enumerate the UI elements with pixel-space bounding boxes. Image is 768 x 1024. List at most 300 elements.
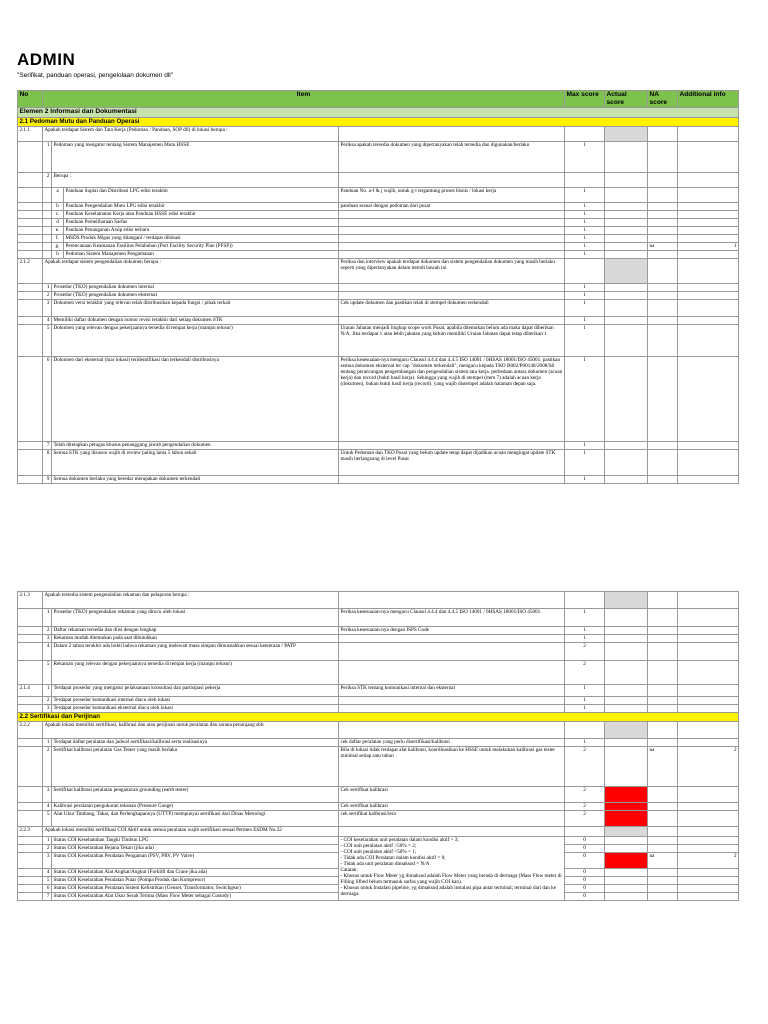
section-number-cell: [18, 747, 43, 787]
additional-info: [678, 845, 739, 853]
question-row: [18, 722, 739, 739]
section-number-cell: [18, 803, 43, 811]
na-score: [648, 845, 678, 853]
na-score: [648, 235, 678, 243]
section-number-cell: [18, 300, 43, 317]
additional-info: [678, 173, 739, 188]
actual-score: [605, 292, 648, 300]
coi-scoring-note: [339, 837, 565, 901]
coi-note-line: - Khusus untuk Flow Meter yg dimaksud adalah Flow Meter yang berada di dermaga (Mass Flow meter di Filling Sfhed belum termasuk sarfas yang wajib COI kan).: [340, 873, 562, 885]
section-number-cell: [18, 893, 43, 901]
item-text: Prosedur (TKO) pengendalian rekaman yang dirucu oleh lokasi: [52, 609, 339, 627]
max-score: 0: [565, 877, 605, 885]
item-text: Prosedur (TKO) pengendalian dokumen internal: [52, 284, 339, 292]
na-score: [648, 292, 678, 300]
verification-note: [339, 697, 565, 705]
checklist-row: [18, 627, 739, 635]
header-row: [18, 91, 739, 108]
max-score: 1: [565, 609, 605, 627]
item-number: [43, 188, 52, 203]
coi-note-line: - Khusus untuk Instalasi pipeline, yg dimaksud adalah instalasi pipa antar terminal; terminal dari dan ke dermaga.: [340, 885, 557, 897]
verification-note: Bila di lokasi tidak terdapat alat kalibrasi, koordinasikan ke HSSE untuk melakukan kalibrasi gas tester minimal setiap satu tahun: [339, 747, 565, 787]
max-score: [565, 127, 605, 142]
na-score: [648, 803, 678, 811]
coi-note-line: - COI keselarahan unit peralatan dalam kondisi aktif = 3;: [340, 837, 459, 843]
checklist-row: [18, 325, 739, 357]
max-score: 0: [565, 885, 605, 893]
section-number-cell: [18, 235, 43, 243]
section-number-cell: [18, 643, 43, 661]
additional-info: [678, 837, 739, 845]
additional-info: [678, 885, 739, 893]
section-number-cell: [18, 292, 43, 300]
question-text: Apakah terdapat sistem pengendalian dokumen berupa :: [43, 259, 339, 284]
question-row: [18, 259, 739, 284]
checklist-row: [18, 203, 739, 211]
additional-info: [678, 284, 739, 292]
item-letter: f.: [52, 235, 64, 243]
verification-note: Periksa kesesuaian-nya mengacu Clausul 4.4.4 dan 4.4.5 ISO 14001 / 0HSAS 18001/ISO 45001. pastikan semua dokumen eksternal ter cap "dokumen terkendali", mengacu kepada TKO B002/P00140/2008/S0 tentang perancangan pengembangan dan pengendalian sistem tata kerja. perbedaan antara dokumen (acuan kerja) dan record (bukti hasil kerja). Sehingga yang wajib di stempel (item 7) adalah acuan kerja (dokumen), bukan bukti hasil kerja (record). yang wajib distempel adalah halaman depan saja.: [339, 357, 565, 442]
na-score: na: [648, 853, 678, 869]
additional-info: [678, 803, 739, 811]
max-score: 0: [565, 837, 605, 845]
section-number-cell: [18, 661, 43, 685]
page-subtitle: "Serifikat, panduan operasi, pengelolaan dokumen dll": [17, 72, 174, 79]
verification-note: [339, 219, 565, 227]
checklist-row: [18, 284, 739, 292]
max-score: 1: [565, 251, 605, 259]
na-score: [648, 317, 678, 325]
actual-score: [605, 173, 648, 188]
verification-note: [339, 243, 565, 251]
checklist-table-bottom: [17, 591, 739, 901]
item-number: 3: [43, 635, 52, 643]
item-text: Sertifikat kalibrasi peralatan Gas Tester yang masih berlaku: [52, 747, 339, 787]
actual-score: [605, 235, 648, 243]
verification-note: Cek update dokumen dan pastikan telah di stempel dokumen terkendali: [339, 300, 565, 317]
item-text: Dalam 2 tahun terakhir ada bukti bahwa rekaman yang melewati masa simpan dimusnahkan sesuai ketentuan / PATP: [52, 643, 339, 661]
section-number-cell: [18, 173, 43, 188]
additional-info: [678, 188, 739, 203]
item-number: 4: [43, 803, 52, 811]
question-text: Apakah lokasi memiliki sertifikasi COI Aktif untuk semua peralatan wajib sertifikasi sesuai Permen ESDM No.32: [43, 827, 339, 837]
header-max-score: Max score: [565, 91, 605, 108]
na-score: [648, 811, 678, 827]
checklist-row: [18, 211, 739, 219]
header-actual-score: Actual score: [605, 91, 648, 108]
section-number-cell: [18, 853, 43, 869]
item-text: Alat Ukur Timbang, Takar, dan Perlengkapannya (UTTP) mempunyai sertifikasi dari Dinas Metrologi: [52, 811, 339, 827]
question-text: Apakah tersedia sistem pengendalian rekaman dan pelaporan berupa :: [43, 592, 339, 609]
checklist-row: [18, 188, 739, 203]
item-text: Semua STK yang disusun wajib di review paling lama 5 tahun sekali: [52, 450, 339, 476]
na-score: [648, 885, 678, 893]
additional-info: [678, 235, 739, 243]
max-score: 1: [565, 300, 605, 317]
max-score: 1: [565, 142, 605, 173]
additional-info: [678, 685, 739, 697]
checklist-row: [18, 227, 739, 235]
na-score: [648, 869, 678, 877]
item-text: Terdapat prosedur komunikasi eksternal diacu oleh lokasi: [52, 705, 339, 713]
max-score: 1: [565, 442, 605, 450]
verification-note: [339, 284, 565, 292]
max-score: 1: [565, 476, 605, 484]
section-number-cell: [18, 243, 43, 251]
checklist-table-top: [17, 90, 739, 484]
max-score: 1: [565, 635, 605, 643]
item-text: Terdapat daftar peralatan dan jadwal sertifikasi/kalibrasi serta realisasinya: [52, 739, 339, 747]
verification-note: panduan sesuai dengan pedoman dari pusat: [339, 203, 565, 211]
max-score: 1: [565, 450, 605, 476]
verification-note: [339, 317, 565, 325]
item-number: 1: [43, 685, 52, 697]
item-text: Terdapat prosedur yang mengatur pelaksanaan konsultasi dan partisipasi pekerja: [52, 685, 339, 697]
item-number: 5: [43, 661, 52, 685]
na-score: [648, 661, 678, 685]
additional-info: 2: [678, 853, 739, 869]
na-score: [648, 142, 678, 173]
actual-score: [605, 476, 648, 484]
item-number: [43, 203, 52, 211]
na-score: [648, 643, 678, 661]
actual-score: [605, 203, 648, 211]
section-number-cell: [18, 845, 43, 853]
page-title: ADMIN: [17, 50, 76, 69]
verification-note: [339, 476, 565, 484]
max-score: 1: [565, 685, 605, 697]
item-text: Telah ditetapkan petugas khusus penanggung jawab pengendalian dokumen: [52, 442, 339, 450]
question-row: [18, 827, 739, 837]
additional-info: [678, 627, 739, 635]
section-number-cell: [18, 877, 43, 885]
item-text: MSDS Produk Migas yang ditangani / terdapat dilokasi: [64, 235, 339, 243]
section-number-cell: [18, 203, 43, 211]
item-text: Kalibrasi peralatan pengukuran tekanan (Pressure Gauge): [52, 803, 339, 811]
item-letter: e.: [52, 227, 64, 235]
item-text: Sertifikat kalibrasi peralatan pengukuran grounding (earth tester): [52, 787, 339, 803]
verification-note: [339, 705, 565, 713]
additional-info: [678, 609, 739, 627]
item-number: 8: [43, 450, 52, 476]
max-score: 1: [565, 697, 605, 705]
verification-note: [339, 592, 565, 609]
question-text: Apakah lokasi memiliki sertifikasi, kalibrasi dan atau perijinan untuk peralatan dan sarana penunjang sbb:: [43, 722, 339, 739]
question-row: [18, 592, 739, 609]
verification-note: Periksa kesesuaian-nya mengacu Clausul 4.4.4 dan 4.4.5 ISO 14001 / 0HSAS 18001/ISO 45001.: [339, 609, 565, 627]
actual-score: [605, 845, 648, 853]
na-score: [648, 476, 678, 484]
actual-score: [605, 211, 648, 219]
actual-score: [605, 827, 648, 837]
item-text: Status COI Keselarahan Peralatan Sistem Kelistrikan (Genset, Transformator, Switchgear): [52, 885, 339, 893]
item-number: 2: [43, 173, 52, 188]
item-number: 5: [43, 877, 52, 885]
na-score: [648, 893, 678, 901]
item-text: Status COI Keselarahan Peralatan Putar (Pompa Produk dan Kompresor): [52, 877, 339, 885]
section-number-cell: [18, 869, 43, 877]
section-number-cell: [18, 450, 43, 476]
section-number: 2.1.3: [18, 592, 43, 609]
additional-info: [678, 300, 739, 317]
coi-note-line: - COI unit peralatan aktif >50% = 2;: [340, 843, 417, 849]
checklist-row: [18, 173, 739, 188]
coi-note-line: - COI unit peralatan aktif <50% = 1;: [340, 849, 417, 855]
verification-note: [339, 227, 565, 235]
section-number-cell: [18, 211, 43, 219]
header-item: Item: [43, 91, 565, 108]
coi-note-line: - Tidak ada unit peralatan dimaksud = N/A: [340, 861, 430, 867]
actual-score: [605, 877, 648, 885]
verification-note: Cek sertifikat kalibrasi: [339, 787, 565, 803]
verification-note: [339, 661, 565, 685]
additional-info: [678, 259, 739, 284]
header-na-score: NA score: [648, 91, 678, 108]
additional-info: [678, 450, 739, 476]
additional-info: [678, 592, 739, 609]
verification-note: Cek sertifikat kalibrasi: [339, 803, 565, 811]
additional-info: [678, 827, 739, 837]
actual-score: [605, 697, 648, 705]
checklist-row: [18, 643, 739, 661]
verification-note: [339, 722, 565, 739]
actual-score: [605, 284, 648, 292]
checklist-row: [18, 142, 739, 173]
na-score: [648, 203, 678, 211]
checklist-row: [18, 803, 739, 811]
item-text: Dokumen versi terakhir yang relevan telah distribusikan kepada fungsi / pihak terkait: [52, 300, 339, 317]
item-text: Panduan Penanganan Arsip edisi terbaru: [64, 227, 339, 235]
checklist-row: [18, 317, 739, 325]
max-score: [565, 259, 605, 284]
checklist-row: [18, 787, 739, 803]
additional-info: [678, 142, 739, 173]
na-score: [648, 787, 678, 803]
item-text: Status COI Keselarahan Peralatan Pengaman (PSV, PRV, PV Valve): [52, 853, 339, 869]
verification-note: Periksa apakah tersedia dokumen yang dipertanyakan telah tersedia dan digunakan/berlaku: [339, 142, 565, 173]
section-number: 2.2.3: [18, 827, 43, 837]
additional-info: [678, 251, 739, 259]
max-score: 0: [565, 869, 605, 877]
na-score: [648, 837, 678, 845]
section-number-cell: [18, 885, 43, 893]
verification-note: [339, 292, 565, 300]
item-text: Berupa :: [52, 173, 339, 188]
additional-info: [678, 476, 739, 484]
na-score: [648, 300, 678, 317]
actual-score: [605, 592, 648, 609]
item-letter: h: [52, 251, 64, 259]
item-letter: g.: [52, 243, 64, 251]
actual-score: [605, 661, 648, 685]
section-number-cell: [18, 325, 43, 357]
actual-score: [605, 127, 648, 142]
item-number: 4: [43, 869, 52, 877]
additional-info: 1: [678, 243, 739, 251]
actual-score: [605, 251, 648, 259]
item-text: Rekaman mudah ditemukan pada saat dibutuhkan: [52, 635, 339, 643]
verification-note: Untuk Pedoman dan TKO Pusat yang belum update tetap dapat dijadikan acuan mengingat update STK masih berlangsung di level Pusat: [339, 450, 565, 476]
item-text: Status COI Keselarahan Alat Angkat/Angkut (Forklift dan Crane jika ada): [52, 869, 339, 877]
verification-note: [339, 442, 565, 450]
na-score: [648, 627, 678, 635]
max-score: 2: [565, 661, 605, 685]
checklist-row: [18, 357, 739, 442]
question-text: Apakah terdapat Sistem dan Tata Kerja (Pedoman / Panduan, SOP dll) di lokasi berupa :: [43, 127, 339, 142]
actual-score: [605, 142, 648, 173]
item-number: 1: [43, 609, 52, 627]
na-score: [648, 357, 678, 442]
additional-info: [678, 442, 739, 450]
verification-note: [339, 827, 565, 837]
item-number: 4: [43, 317, 52, 325]
header-no: No: [18, 91, 43, 108]
section-number-cell: [18, 476, 43, 484]
checklist-row: [18, 450, 739, 476]
item-number: 7: [43, 893, 52, 901]
item-text: Status COI Keselarahan Bejana Tekan (jika ada): [52, 845, 339, 853]
actual-score: [605, 442, 648, 450]
max-score: 1: [565, 325, 605, 357]
section-title: 2.2 Sertifikasi dan Perijinan: [18, 713, 739, 722]
item-text: Panduan Keselamatan Kerja atau Panduan HSSE edisi terakhir: [64, 211, 339, 219]
checklist-row: [18, 235, 739, 243]
actual-score: [605, 357, 648, 442]
max-score: 0: [565, 853, 605, 869]
max-score: 1: [565, 705, 605, 713]
na-score: [648, 739, 678, 747]
section-number-cell: [18, 251, 43, 259]
checklist-row: [18, 609, 739, 627]
checklist-row: [18, 251, 739, 259]
actual-score: [605, 869, 648, 877]
section-number: 2.1.2: [18, 259, 43, 284]
additional-info: [678, 635, 739, 643]
max-score: 1: [565, 211, 605, 219]
additional-info: [678, 317, 739, 325]
checklist-row: [18, 747, 739, 787]
na-score: [648, 284, 678, 292]
section-title: 2.1 Pedoman Mutu dan Panduan Operasi: [18, 118, 739, 127]
additional-info: [678, 227, 739, 235]
section-number-cell: [18, 837, 43, 845]
item-number: 3: [43, 853, 52, 869]
actual-score: [605, 317, 648, 325]
na-score: [648, 877, 678, 885]
verification-note: Periksa dan interview apakah terdapat dokumen dan sistem pengendalian dokumen yang masih berlaku seperti yang dipertanyakan dalam itemdi bawah ini: [339, 259, 565, 284]
section-row: [18, 713, 739, 722]
item-number: 6: [43, 885, 52, 893]
verification-note: Periksa STK tentang komunikasi internal dan eksternal: [339, 685, 565, 697]
max-score: 2: [565, 747, 605, 787]
item-text: Status COI Keselarahan Alat Ukur Serah Terima (Mass Flow Meter sebagai Custody): [52, 893, 339, 901]
na-score: [648, 827, 678, 837]
item-text: Pedoman yang mengatur tentang Sistem Manajemen Mutu HSSE: [52, 142, 339, 173]
actual-score: [605, 627, 648, 635]
na-score: na: [648, 747, 678, 787]
actual-score: [605, 685, 648, 697]
item-number: 3: [43, 705, 52, 713]
checklist-row: [18, 705, 739, 713]
section-number-cell: [18, 142, 43, 173]
item-number: [43, 243, 52, 251]
additional-info: [678, 705, 739, 713]
actual-score: [605, 722, 648, 739]
item-number: 7: [43, 442, 52, 450]
additional-info: [678, 325, 739, 357]
na-score: [648, 609, 678, 627]
max-score: [565, 173, 605, 188]
na-score: [648, 219, 678, 227]
additional-info: [678, 643, 739, 661]
section-number-cell: [18, 609, 43, 627]
item-number: 3: [43, 787, 52, 803]
max-score: 1: [565, 243, 605, 251]
verification-note: cek sertifikat kalibrasi/tera: [339, 811, 565, 827]
max-score: 1: [565, 219, 605, 227]
na-score: [648, 227, 678, 235]
na-score: [648, 173, 678, 188]
additional-info: [678, 661, 739, 685]
additional-info: [678, 357, 739, 442]
item-number: 6: [43, 357, 52, 442]
additional-info: [678, 211, 739, 219]
item-text: Panduan Pengendalian Mutu LPG edisi terakhir: [64, 203, 339, 211]
max-score: 1: [565, 357, 605, 442]
max-score: 0: [565, 845, 605, 853]
item-number: [43, 235, 52, 243]
item-number: 1: [43, 284, 52, 292]
max-score: 1: [565, 317, 605, 325]
checklist-row: [18, 685, 739, 697]
na-score: [648, 259, 678, 284]
actual-score: [605, 893, 648, 901]
item-text: Dokumen dari eksternal (luar lokasi) teridentifikasi dan terkendali distribusinya: [52, 357, 339, 442]
verification-note: [339, 251, 565, 259]
item-text: Panduan Pemeliharaan Sarfas: [64, 219, 339, 227]
checklist-row: [18, 442, 739, 450]
item-text: Daftar rekaman tersedia dan diisi dengan lengkap: [52, 627, 339, 635]
actual-score: [605, 243, 648, 251]
item-number: 3: [43, 300, 52, 317]
na-score: [648, 442, 678, 450]
na-score: [648, 251, 678, 259]
verification-note: Uraian Jabatan menjadi lingkup scope work Pusat, apabila ditemukan belum ada maka dapat diberikan N/A. Jika terdapat 1 atau lebih jabatan yang belum memiliki Uraian Jabatan dapat tetap diberikan 1: [339, 325, 565, 357]
actual-score: [605, 787, 648, 803]
section-number-cell: [18, 317, 43, 325]
max-score: 1: [565, 292, 605, 300]
verification-note: Periksa kesesuaian-nya dengan ISPS Code: [339, 627, 565, 635]
additional-info: [678, 877, 739, 885]
na-score: [648, 592, 678, 609]
max-score: 2: [565, 643, 605, 661]
section-number-cell: [18, 219, 43, 227]
additional-info: [678, 697, 739, 705]
verification-note: cek daftar peralatan yang perlu disertifikasi/kalibrasi: [339, 739, 565, 747]
element-title: Elemen 2 Informasi dan Dokumentasi: [18, 108, 739, 118]
item-number: [43, 227, 52, 235]
max-score: 1: [565, 203, 605, 211]
item-number: 2: [43, 697, 52, 705]
actual-score: [605, 643, 648, 661]
item-text: Panduan Suplai dan Distribusi LPG edisi terakhir: [64, 188, 339, 203]
na-score: [648, 325, 678, 357]
item-letter: a: [52, 188, 64, 203]
max-score: [565, 827, 605, 837]
section-row: [18, 118, 739, 127]
max-score: 2: [565, 811, 605, 827]
section-number-cell: [18, 739, 43, 747]
